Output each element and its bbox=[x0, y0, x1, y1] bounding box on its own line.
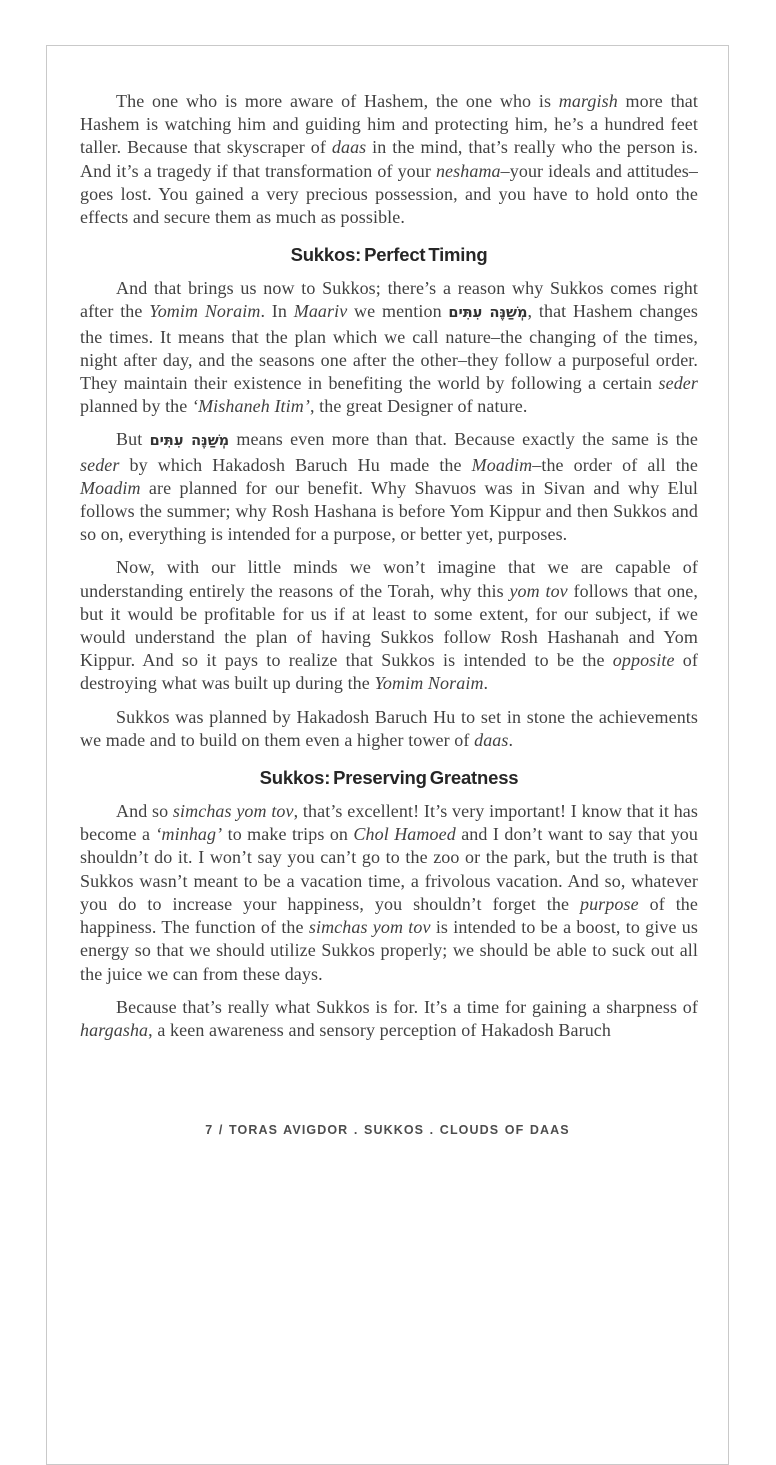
text-run: of destroying what was built up during the bbox=[80, 650, 698, 694]
text-run: are planned for our benefit. Why Shavuos was in Sivan and why Elul follows the summer; why Rosh Hashana is before Yom Kippur and then Sukkos and so on, everything is intended for a purpose, or better yet, purposes. bbox=[80, 477, 698, 545]
italic-term: opposite bbox=[612, 650, 675, 671]
text-run: . bbox=[508, 729, 514, 750]
text-run: . In bbox=[260, 301, 294, 322]
text-run: Now, with our little minds we won’t imagine that we are capable of understanding entirely the reasons of the Torah, why this bbox=[80, 557, 698, 601]
text-run: But bbox=[116, 429, 150, 450]
text-run: –the order of all the bbox=[532, 454, 699, 475]
italic-term: Moadim bbox=[80, 477, 141, 498]
hebrew-phrase: מְשַׁנֶּה עִתִּים bbox=[149, 433, 230, 450]
italic-term: margish bbox=[558, 91, 618, 111]
italic-term: Chol Hamoed bbox=[353, 824, 456, 845]
paragraph-7 bbox=[80, 800, 698, 986]
italic-term: ‘Mishaneh Itim’ bbox=[191, 396, 310, 417]
text-run: The one who is more aware of Hashem, the one who is bbox=[116, 91, 559, 111]
text-run: . bbox=[483, 673, 489, 694]
text-run: more that Hashem is watching him and guiding him and protecting him, he’s a hundred feet taller. Because that skyscraper of bbox=[80, 91, 698, 158]
italic-term: simchas yom tov bbox=[172, 801, 294, 822]
text-run: to make trips on bbox=[222, 824, 354, 845]
italic-term: Yomim Noraim bbox=[374, 673, 484, 694]
page-content bbox=[80, 90, 698, 1042]
italic-term: Moadim bbox=[471, 454, 533, 475]
text-run: , the great Designer of nature. bbox=[309, 396, 528, 417]
italic-term: neshama bbox=[435, 160, 501, 181]
italic-term: yom tov bbox=[509, 580, 568, 601]
italic-term: ‘minhag’ bbox=[155, 824, 223, 845]
section-heading-6: Sukkos: Preserving Greatness bbox=[259, 767, 519, 789]
text-run: And that brings us now to Sukkos; there’s a reason why Sukkos comes right after the bbox=[80, 278, 698, 322]
text-run: by which Hakadosh Baruch Hu made the bbox=[119, 454, 472, 475]
paragraph-2 bbox=[80, 277, 698, 418]
italic-term: daas bbox=[331, 137, 367, 158]
text-run: we mention bbox=[347, 301, 449, 322]
text-run: And so bbox=[116, 801, 173, 822]
paragraph-5 bbox=[80, 706, 698, 752]
paragraph-0 bbox=[80, 90, 698, 229]
italic-term: seder bbox=[658, 373, 698, 394]
italic-term: daas bbox=[474, 729, 509, 750]
text-run: –your ideals and attitudes–goes lost. You gained a very precious possession, and you have to hold onto the effects and secure them as much as possible. bbox=[80, 160, 698, 228]
italic-term: Maariv bbox=[293, 301, 348, 322]
text-run: , that Hashem changes the times. It means that the plan which we call nature–the changing of the times, night after day, and the seasons one after the other–they follow a purposeful order. They maintain their existence in benefiting the world by following a certain bbox=[80, 301, 698, 394]
text-run: Because that’s really what Sukkos is for. It’s a time for gaining a sharpness of bbox=[116, 996, 698, 1017]
text-run: in the mind, that’s really who the person is. And it’s a tragedy if that transformation of your bbox=[80, 137, 698, 181]
text-run: is intended to be a boost, to give us energy so that we should utilize Sukkos properly; we should be able to suck out all the juice we can from these days. bbox=[80, 917, 698, 984]
italic-term: Yomim Noraim bbox=[149, 301, 261, 322]
italic-term: purpose bbox=[579, 893, 639, 914]
italic-term: simchas yom tov bbox=[308, 917, 431, 938]
page-footer: 7 / TORAS AVIGDOR . SUKKOS . CLOUDS OF DAAS bbox=[205, 1123, 570, 1137]
text-run: Sukkos was planned by Hakadosh Baruch Hu to set in stone the achievements we made and to build on them even a higher tower of bbox=[80, 706, 698, 750]
text-run: follows that one, but it would be profitable for us if at least to some extent, for our subject, if we would understand the plan of having Sukkos follow Rosh Hashanah and Yom Kippur. And so it pays to realize that Sukkos is intended to be the bbox=[80, 580, 698, 671]
paragraph-4 bbox=[80, 556, 698, 695]
hebrew-phrase: מְשַׁנֶּה עִתִּים bbox=[448, 305, 528, 322]
italic-term: seder bbox=[80, 454, 120, 475]
document-page bbox=[46, 45, 729, 1465]
text-run: and I don’t want to say that you shouldn’t do it. I won’t say you can’t go to the zoo or the park, but the truth is that Sukkos wasn’t meant to be a vacation time, a frivolous vacation. And so, whatever you do to increase your happiness, you shouldn’t forget the bbox=[80, 824, 698, 914]
paragraph-3 bbox=[80, 428, 698, 546]
text-run: planned by the bbox=[80, 396, 192, 417]
text-run: means even more than that. Because exactly the same is the bbox=[229, 429, 698, 450]
italic-term: hargasha bbox=[80, 1019, 149, 1040]
paragraph-8 bbox=[80, 996, 698, 1042]
text-run: of the happiness. The function of the bbox=[80, 893, 698, 938]
text-run: , a keen awareness and sensory perception of Hakadosh Baruch bbox=[148, 1019, 611, 1040]
text-run: , that’s excellent! It’s very important! I know that it has become a bbox=[80, 801, 698, 845]
section-heading-1: Sukkos: Perfect Timing bbox=[290, 244, 488, 266]
